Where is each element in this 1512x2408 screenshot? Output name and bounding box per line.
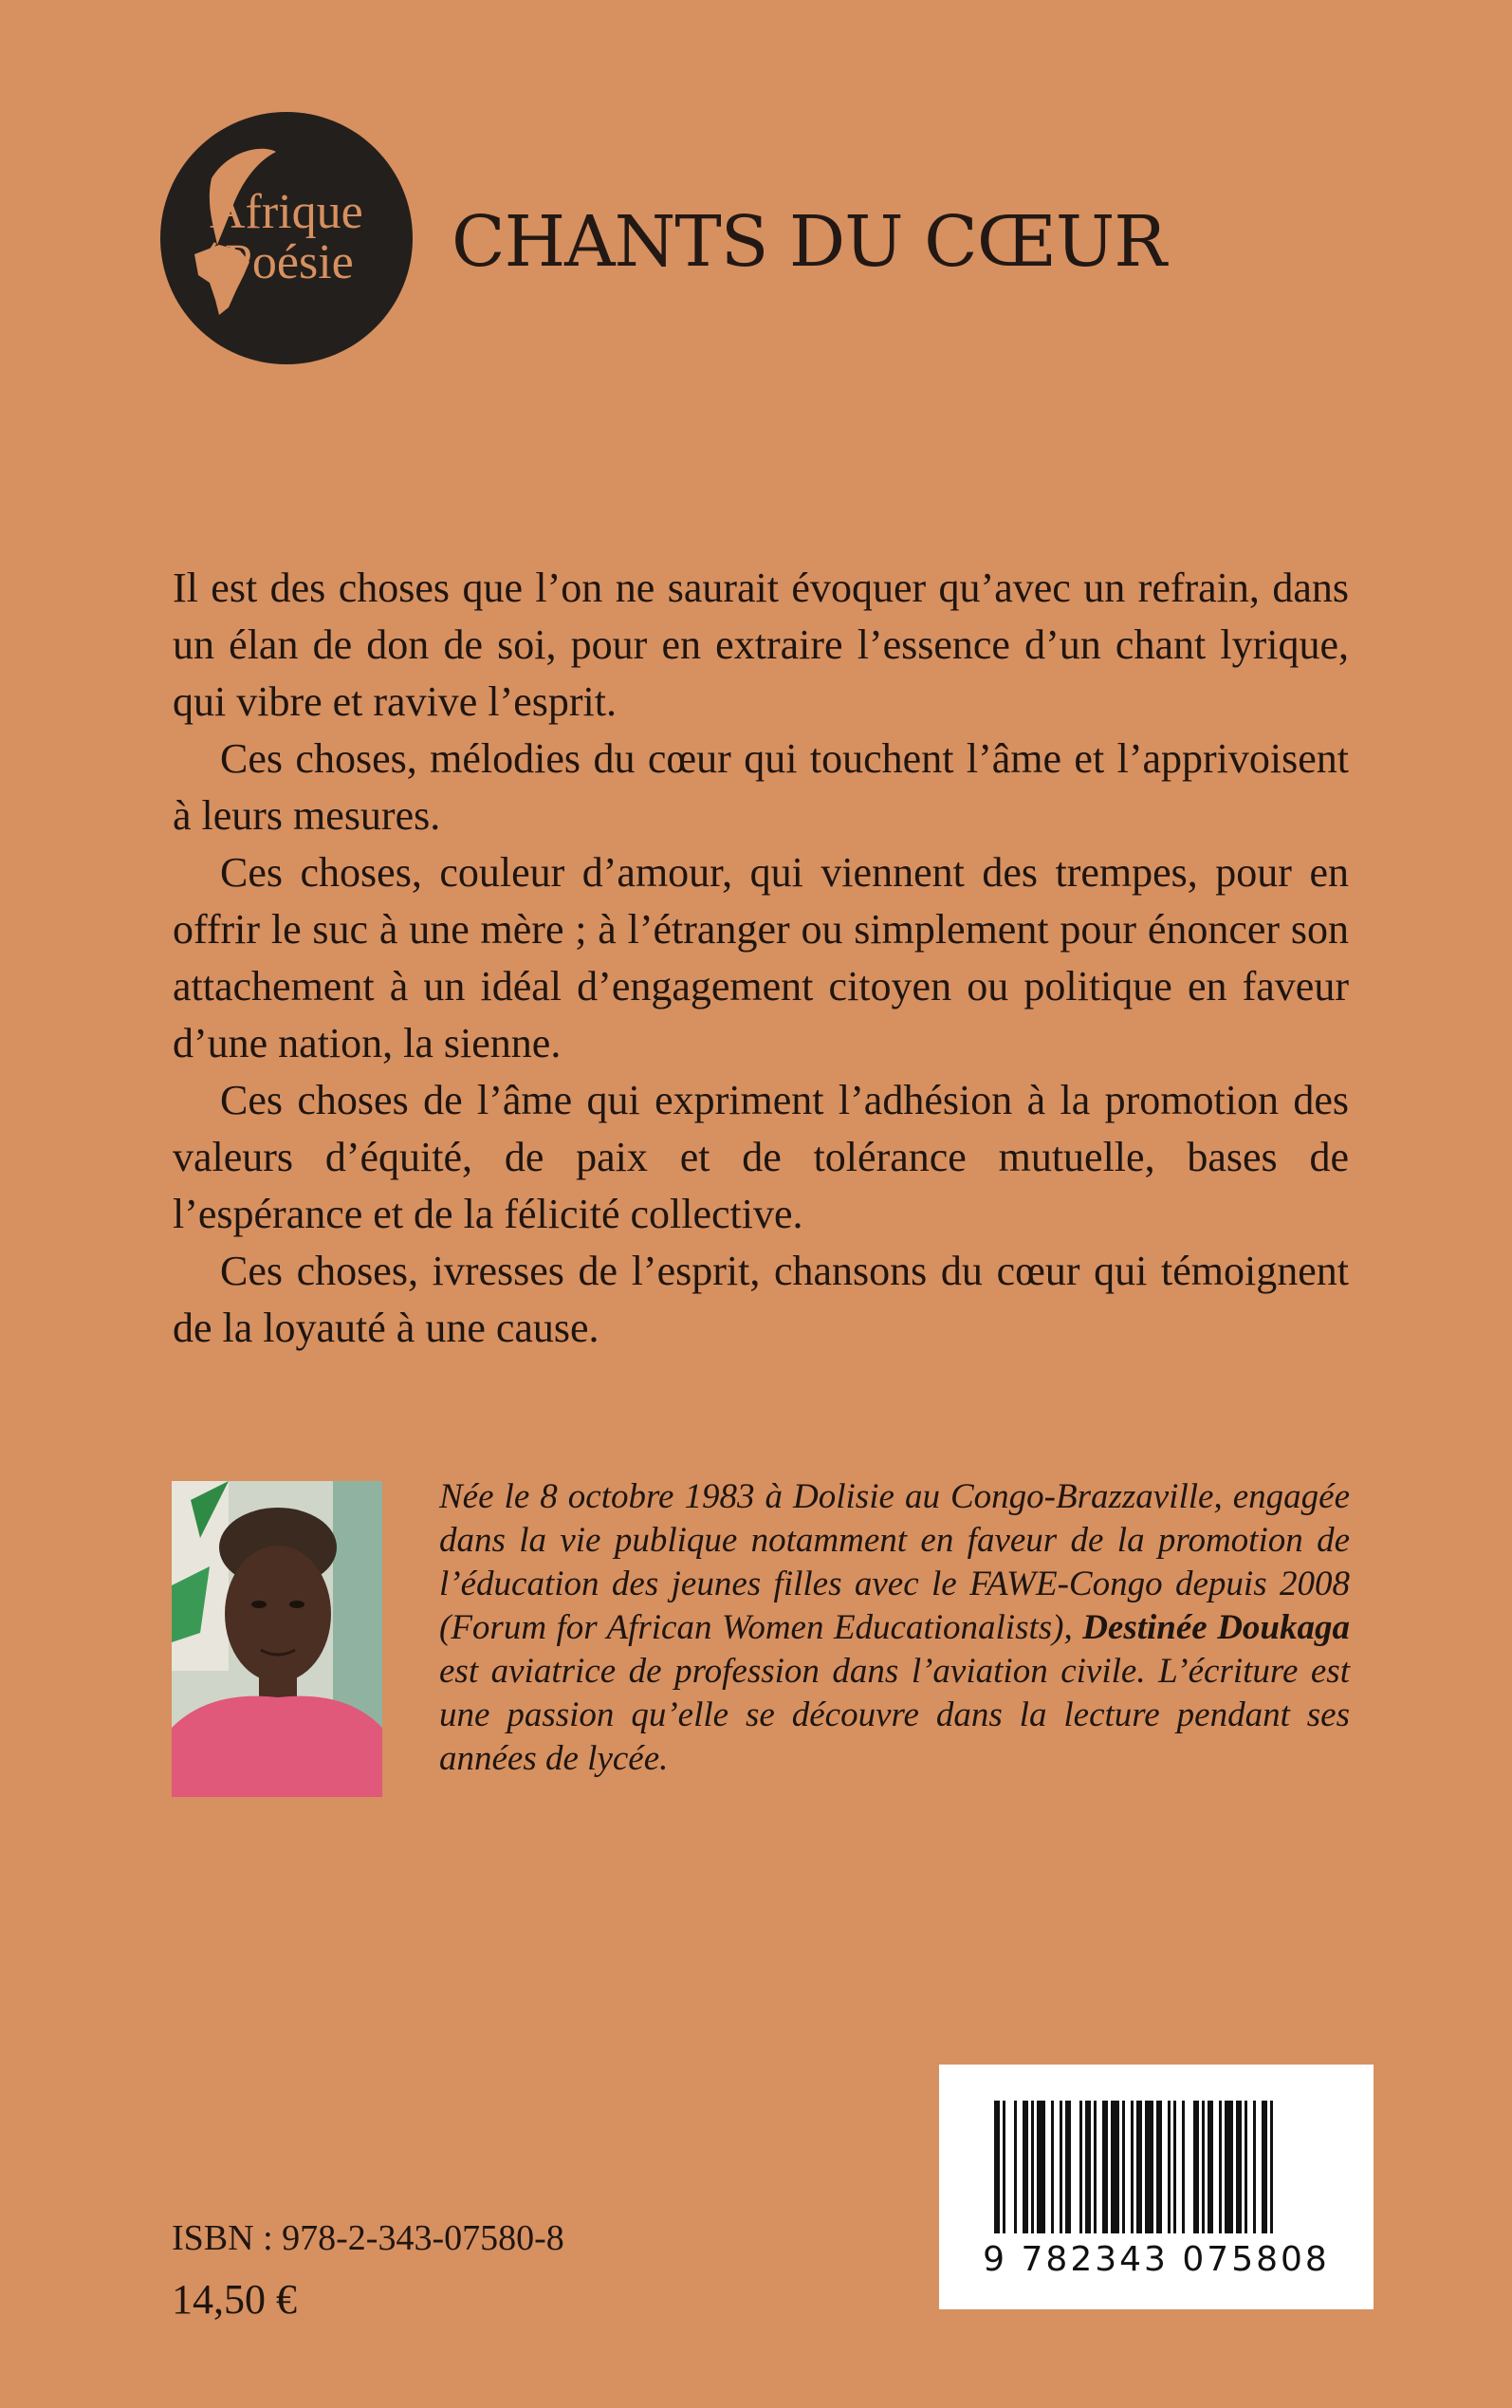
barcode-bar [1236,2101,1242,2233]
barcode-bar [1060,2101,1062,2233]
barcode-bar [1003,2101,1005,2233]
barcode-bar [994,2101,1000,2233]
blurb-paragraph: Ces choses de l’âme qui expriment l’adhésion à la promotion des valeurs d’équité, de paix et de tolérance mutuelle, bases de l’espérance et de la félicité collective. [173,1077,1349,1237]
blurb-paragraph: Ces choses, couleur d’amour, qui viennent des trempes, pour en offrir le suc à une mère ; à l’étranger ou simplement pour énoncer son attachement à un idéal d’engagement citoyen ou politique en faveur d’une nation, la sienne. [173,849,1349,1066]
barcode-bar [1085,2101,1091,2233]
barcode-bar [1131,2101,1134,2233]
blurb-paragraph: Il est des choses que l’on ne saurait évoquer qu’avec un refrain, dans un élan de don de soi, pour en extraire l’essence d’un chant lyrique, qui vibre et ravive l’esprit. [173,565,1349,725]
barcode-bar [1262,2101,1267,2233]
bio-text: est aviatrice de profession dans l’aviation civile. L’écriture est une passion qu’elle se découvre dans la lecture pendant ses années de lycée. [439,1652,1350,1778]
barcode-number: 9 782343 075808 [983,2240,1330,2279]
barcode-bar [1111,2101,1119,2233]
barcode-bar [1031,2101,1034,2233]
author-bio [439,1475,1350,1781]
barcode-bar [1156,2101,1162,2233]
barcode-bar [1037,2101,1045,2233]
barcode-bar [1225,2101,1233,2233]
barcode-bar [1065,2101,1071,2233]
price: 14,50 € [172,2276,297,2323]
barcode-bar [1023,2101,1028,2233]
barcode-bar [1168,2101,1171,2233]
blurb-paragraph: Ces choses, mélodies du cœur qui touchent l’âme et l’apprivoisent à leurs mesures. [173,735,1349,839]
logo-text-line2: Poésie [225,235,354,289]
barcode [939,2065,1374,2309]
logo-text-line1: Afrique [210,185,363,239]
barcode-bar [1102,2101,1108,2233]
barcode-bar [1136,2101,1142,2233]
bio-text: Née le 8 octobre 1983 à Dolisie au Congo-Brazzaville, engagée dans la vie publique notamment en faveur de la promotion de l’éducation des jeunes filles avec le FAWE-Congo depuis 2008 (Forum for African Women Educationalists), [439,1477,1350,1647]
barcode-bar [1245,2101,1247,2233]
barcode-bar [1208,2101,1213,2233]
barcode-bar [1182,2101,1185,2233]
author-photo [172,1481,382,1797]
barcode-bar [1253,2101,1256,2233]
barcode-bar [1202,2101,1205,2233]
barcode-bar [1014,2101,1017,2233]
barcode-bar [1219,2101,1222,2233]
barcode-bar [1173,2101,1176,2233]
barcode-bar [1145,2101,1153,2233]
barcode-bar [1122,2101,1125,2233]
barcode-bar [1079,2101,1082,2233]
barcode-bar [1094,2101,1097,2233]
barcode-bar [1270,2101,1273,2233]
barcode-bar [1051,2101,1054,2233]
blurb-paragraph: Ces choses, ivresses de l’esprit, chansons du cœur qui témoignent de la loyauté à une cause. [173,1248,1349,1351]
publisher-logo [160,112,413,364]
barcode-bar [1193,2101,1199,2233]
back-cover-blurb [173,560,1349,1357]
isbn: ISBN : 978-2-343-07580-8 [172,2218,564,2258]
book-title: CHANTS DU CŒUR [452,201,1166,283]
author-name: Destinée Doukaga [1082,1608,1350,1647]
